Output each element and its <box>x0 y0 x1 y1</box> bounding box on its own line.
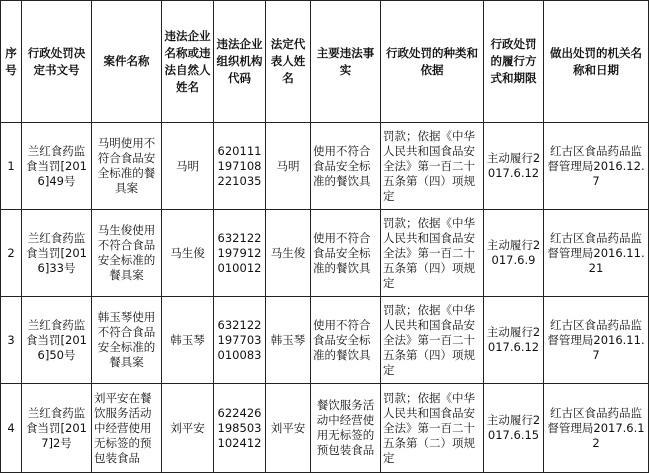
table-row <box>1 210 649 297</box>
cell-no: 2 <box>1 210 22 297</box>
cell-legal-rep: 马生俊 <box>266 210 311 297</box>
header-no: 序号 <box>1 1 22 123</box>
cell-org-code: 632122197703010083 <box>214 297 266 384</box>
header-execution: 行政处罚的履行方式和期限 <box>484 1 544 123</box>
cell-case-name: 韩玉琴使用不符合食品安全标准的餐具案 <box>92 297 162 384</box>
cell-execution: 主动履行2017.6.15 <box>484 384 544 473</box>
cell-org-code: 632122197912010012 <box>214 210 266 297</box>
cell-penalty: 罚款；依据《中华人民共和国食品安全法》第一百二十五条第（四）项规定 <box>381 297 484 384</box>
header-case-name: 案件名称 <box>92 1 162 123</box>
cell-facts: 使用不符合食品安全标准的餐饮具 <box>311 123 381 210</box>
table-row <box>1 297 649 384</box>
header-party: 违法企业名称或违法自然人姓名 <box>162 1 214 123</box>
table-row <box>1 123 649 210</box>
cell-execution: 主动履行2017.6.9 <box>484 210 544 297</box>
cell-doc-no: 兰红食药监食当罚[2016]50号 <box>22 297 92 384</box>
cell-org-code: 622426198503102412 <box>214 384 266 473</box>
cell-org-code: 620111197108221035 <box>214 123 266 210</box>
cell-facts: 餐饮服务活动中经营使用无标签的预包装食品 <box>311 384 381 473</box>
cell-party: 刘平安 <box>162 384 214 473</box>
cell-execution: 主动履行2017.6.12 <box>484 123 544 210</box>
header-doc-no: 行政处罚决定书文号 <box>22 1 92 123</box>
header-facts: 主要违法事实 <box>311 1 381 123</box>
cell-no: 3 <box>1 297 22 384</box>
cell-legal-rep: 马明 <box>266 123 311 210</box>
table-row <box>1 384 649 473</box>
cell-case-name: 马明使用不符合食品安全标准的餐具案 <box>92 123 162 210</box>
cell-case-name: 刘平安在餐饮服务活动中经营使用无标签的预包装食品 <box>92 384 162 473</box>
header-row <box>1 1 649 123</box>
cell-doc-no: 兰红食药监食当罚[2016]49号 <box>22 123 92 210</box>
cell-authority: 红古区食品药品监督管理局2016.11.21 <box>544 210 649 297</box>
cell-party: 马明 <box>162 123 214 210</box>
header-legal-rep: 法定代表人姓名 <box>266 1 311 123</box>
cell-no: 1 <box>1 123 22 210</box>
header-org-code: 违法企业组织机构代码 <box>214 1 266 123</box>
cell-party: 韩玉琴 <box>162 297 214 384</box>
cell-penalty: 罚款；依据《中华人民共和国食品安全法》第一百二十五条第（四）项规定 <box>381 123 484 210</box>
cell-authority: 红古区食品药品监督管理局2016.11.7 <box>544 297 649 384</box>
cell-case-name: 马生俊使用不符合食品安全标准的餐具案 <box>92 210 162 297</box>
cell-penalty: 罚款；依据《中华人民共和国食品安全法》第一百二十五条第（四）项规定 <box>381 210 484 297</box>
cell-facts: 使用不符合食品安全标准的餐饮具 <box>311 297 381 384</box>
header-authority: 做出处罚的机关名称和日期 <box>544 1 649 123</box>
cell-execution: 主动履行2017.6.12 <box>484 297 544 384</box>
header-penalty: 行政处罚的种类和依据 <box>381 1 484 123</box>
cell-authority: 红古区食品药品监督管理局2016.12.7 <box>544 123 649 210</box>
cell-no: 4 <box>1 384 22 473</box>
cell-legal-rep: 韩玉琴 <box>266 297 311 384</box>
cell-party: 马生俊 <box>162 210 214 297</box>
cell-legal-rep: 刘平安 <box>266 384 311 473</box>
cell-penalty: 罚款；依据《中华人民共和国食品安全法》第一百二十五条第（二）项规定 <box>381 384 484 473</box>
cell-doc-no: 兰红食药监食当罚[2017]2号 <box>22 384 92 473</box>
cell-doc-no: 兰红食药监食当罚[2016]33号 <box>22 210 92 297</box>
cell-authority: 红古区食品药品监督管理局2017.6.12 <box>544 384 649 473</box>
cell-facts: 使用不符合食品安全标准的餐饮具 <box>311 210 381 297</box>
